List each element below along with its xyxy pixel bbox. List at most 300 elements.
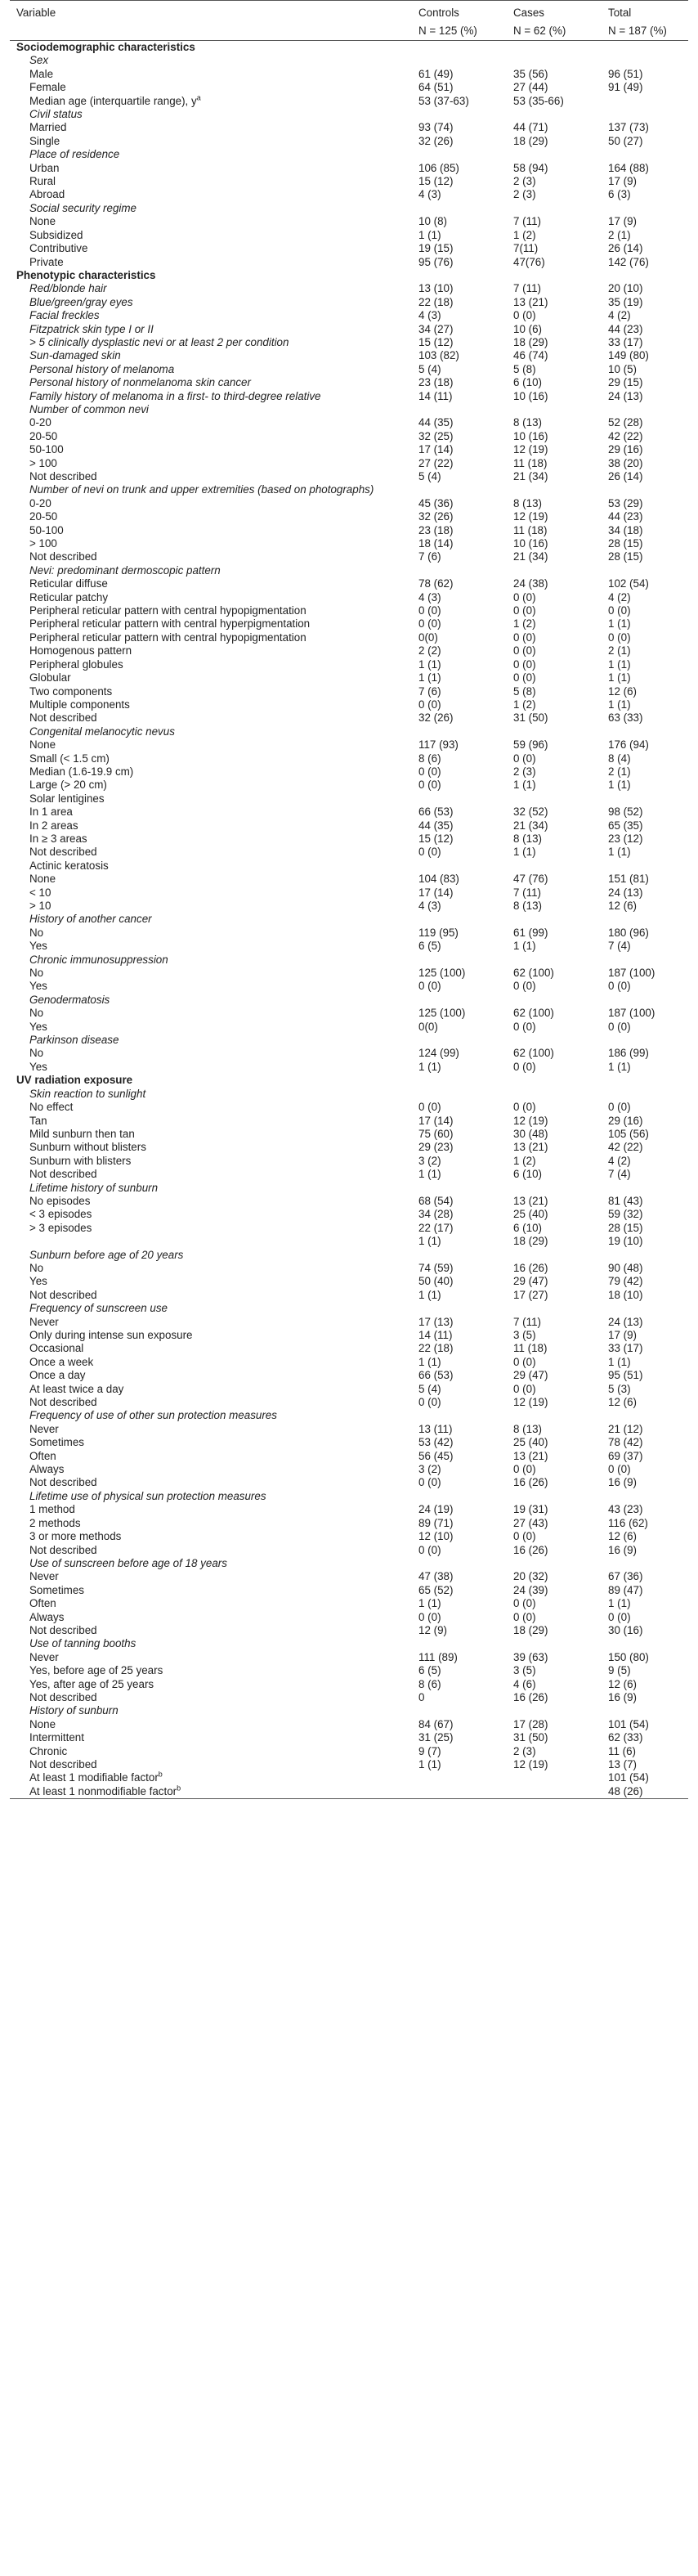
total-value — [602, 1704, 688, 1717]
controls-value — [412, 1249, 507, 1262]
total-value: 149 (80) — [608, 349, 649, 362]
controls-value: 1 (1) — [418, 1597, 441, 1610]
variable-label: Not described — [29, 470, 97, 482]
variable-label: Small (< 1.5 cm) — [29, 752, 110, 765]
controls-value: 15 (12) — [418, 175, 454, 188]
table-row — [10, 1356, 688, 1369]
total-value: 8 (4) — [608, 752, 631, 765]
controls-value — [412, 1704, 507, 1717]
cases-value: 29 (47) — [513, 1275, 548, 1288]
total-value: 59 (32) — [608, 1208, 643, 1221]
variable-label: 50-100 — [29, 523, 64, 536]
table-row — [10, 832, 688, 846]
table-row — [10, 752, 688, 765]
total-value: 164 (88) — [608, 161, 649, 174]
cases-value: 0 (0) — [513, 1463, 536, 1476]
total-value: 29 (15) — [608, 376, 643, 389]
table-row — [10, 886, 688, 900]
controls-value — [412, 1490, 507, 1503]
cases-value — [507, 1302, 602, 1315]
table-row — [10, 1021, 688, 1034]
table-row — [10, 765, 688, 779]
cases-value — [507, 1182, 602, 1195]
controls-value — [412, 913, 507, 926]
variable-label: None — [29, 873, 56, 886]
controls-value — [412, 725, 507, 738]
variable-label: Once a week — [29, 1355, 94, 1368]
table-row — [10, 792, 688, 806]
controls-value: 4 (3) — [418, 188, 441, 201]
cases-value: 59 (96) — [513, 738, 548, 752]
total-value: 11 (6) — [608, 1744, 636, 1757]
controls-value: 44 (35) — [418, 819, 454, 832]
total-value — [602, 1557, 688, 1570]
header-spacer — [10, 22, 412, 41]
variable-label: Skin reaction to sunlight — [29, 1087, 146, 1100]
controls-value: 104 (83) — [418, 873, 459, 886]
total-value: 24 (13) — [608, 389, 643, 402]
variable-label: Not described — [29, 1396, 97, 1409]
variable-label: < 10 — [29, 886, 51, 899]
total-value: 102 (54) — [608, 577, 649, 590]
cases-value: 0 (0) — [513, 1101, 536, 1114]
table-row — [10, 1316, 688, 1329]
table-row — [10, 711, 688, 725]
cases-value — [507, 859, 602, 873]
total-value: 16 (9) — [608, 1690, 637, 1703]
controls-value: 1 (1) — [418, 1355, 441, 1368]
controls-value: 13 (10) — [418, 282, 454, 295]
table-row — [10, 1771, 688, 1784]
variable-label: Peripheral reticular pattern with central hyperpigmentation — [29, 617, 311, 631]
controls-value: 0 (0) — [418, 1610, 441, 1623]
controls-value: 5 (4) — [418, 470, 441, 482]
cases-value: 17 (28) — [513, 1717, 548, 1730]
cases-value: 0 (0) — [513, 604, 536, 617]
table-row — [10, 229, 688, 242]
cases-value: 8 (13) — [513, 900, 542, 912]
total-value: 4 (2) — [608, 309, 631, 322]
controls-value: 1 (1) — [418, 657, 441, 671]
controls-value: 2 (2) — [418, 644, 441, 657]
variable-label: Reticular diffuse — [29, 577, 108, 590]
total-value: 12 (6) — [608, 684, 637, 698]
variable-label: Social security regime — [29, 201, 136, 214]
total-value: 26 (14) — [608, 242, 643, 255]
controls-value: 50 (40) — [418, 1275, 454, 1288]
header-row-labels — [10, 1, 688, 23]
controls-value: 78 (62) — [418, 577, 454, 590]
total-value: 35 (19) — [608, 295, 643, 308]
table-row — [10, 1557, 688, 1570]
cases-value: 8 (13) — [513, 496, 542, 509]
total-value: 4 (2) — [608, 1154, 631, 1167]
cases-value: 53 (35-66) — [513, 94, 564, 107]
cases-value — [507, 1704, 602, 1717]
variable-label: In ≥ 3 areas — [29, 832, 87, 845]
variable-label: Never — [29, 1650, 59, 1663]
total-value: 65 (35) — [608, 819, 643, 832]
total-value: 16 (9) — [608, 1543, 637, 1556]
table-row — [10, 1168, 688, 1181]
table-row — [10, 1115, 688, 1128]
table-row — [10, 1249, 688, 1262]
variable-label: 20-50 — [29, 429, 58, 442]
table-row — [10, 1584, 688, 1597]
variable-label: Number of common nevi — [29, 402, 149, 415]
cases-value — [507, 564, 602, 577]
controls-value: 8 (6) — [418, 752, 441, 765]
table-row — [10, 1383, 688, 1396]
total-value: 2 (1) — [608, 765, 631, 778]
total-value: 116 (62) — [608, 1516, 648, 1529]
controls-value — [412, 269, 507, 282]
table-row — [10, 202, 688, 215]
variable-label: 50-100 — [29, 443, 64, 456]
total-value: 24 (13) — [608, 886, 643, 899]
controls-value: 53 (42) — [418, 1436, 454, 1449]
variable-label: Lifetime history of sunburn — [29, 1181, 159, 1194]
cases-value: 19 (31) — [513, 1503, 548, 1516]
total-value: 7 (4) — [608, 1168, 631, 1181]
variable-label: 2 methods — [29, 1516, 81, 1529]
total-value: 17 (9) — [608, 1329, 637, 1341]
controls-value: 24 (19) — [418, 1503, 454, 1516]
table-row — [10, 416, 688, 429]
variable-label: Congenital melanocytic nevus — [29, 725, 175, 738]
controls-value: 19 (15) — [418, 242, 454, 255]
variable-label: Sometimes — [29, 1583, 84, 1596]
controls-value: 0 (0) — [418, 1101, 441, 1114]
total-value: 34 (18) — [608, 523, 643, 536]
variable-label: Not described — [29, 1288, 97, 1301]
cases-value: 7 (11) — [513, 215, 541, 228]
cases-value — [507, 1034, 602, 1047]
table-row — [10, 376, 688, 389]
cases-value: 61 (99) — [513, 926, 548, 939]
table-row — [10, 1007, 688, 1020]
variable-label: No effect — [29, 1101, 74, 1114]
total-value: 96 (51) — [608, 67, 643, 80]
table-row — [10, 1128, 688, 1141]
table-row — [10, 1061, 688, 1074]
total-value: 23 (12) — [608, 832, 643, 845]
controls-value: 29 (23) — [418, 1141, 454, 1154]
variable-label: > 5 clinically dysplastic nevi or at least 2 per condition — [29, 335, 289, 348]
cases-value: 32 (52) — [513, 806, 548, 819]
controls-value: 34 (28) — [418, 1208, 454, 1221]
controls-value: 8 (6) — [418, 1677, 441, 1690]
total-value — [602, 54, 688, 67]
controls-value: 32 (25) — [418, 429, 454, 442]
table-row — [10, 980, 688, 993]
variable-label: Genodermatosis — [29, 993, 110, 1006]
controls-value: 111 (89) — [418, 1650, 458, 1663]
table-row — [10, 617, 688, 631]
variable-label: Never — [29, 1422, 59, 1435]
cases-value: 3 (5) — [513, 1329, 536, 1341]
cases-value: 6 (10) — [513, 376, 542, 389]
table-row — [10, 1450, 688, 1463]
total-value: 48 (26) — [602, 1785, 688, 1799]
controls-value: 125 (100) — [418, 1007, 466, 1020]
cases-value: 17 (27) — [513, 1288, 548, 1301]
variable-label: Yes, after age of 25 years — [29, 1677, 154, 1690]
controls-value — [412, 1182, 507, 1195]
cases-value: 24 (38) — [513, 577, 548, 590]
controls-value — [412, 403, 507, 416]
controls-value: 0 (0) — [418, 698, 441, 711]
table-row — [10, 1182, 688, 1195]
table-row — [10, 900, 688, 913]
cases-value: 4 (6) — [513, 1677, 536, 1690]
variable-label: Two components — [29, 684, 113, 698]
controls-value: 4 (3) — [418, 590, 441, 604]
table-row — [10, 1678, 688, 1691]
controls-value: 106 (85) — [418, 161, 459, 174]
variable-label: Number of nevi on trunk and upper extremities (based on photographs) — [29, 483, 374, 496]
total-value: 12 (6) — [608, 900, 637, 912]
controls-value: 95 (76) — [418, 255, 454, 268]
controls-value: 0(0) — [418, 1020, 438, 1033]
controls-value: 117 (93) — [418, 738, 459, 752]
cases-value: 8 (13) — [513, 832, 542, 845]
variable-label: Frequency of use of other sun protection measures — [29, 1409, 277, 1422]
table-row — [10, 1490, 688, 1503]
section-row — [10, 1074, 688, 1087]
cases-value — [507, 954, 602, 967]
variable-label: Abroad — [29, 188, 65, 201]
cases-value — [507, 1409, 602, 1422]
total-value: 137 (73) — [608, 121, 649, 134]
total-value — [602, 148, 688, 161]
table-row — [10, 738, 688, 752]
section-title: Phenotypic characteristics — [16, 268, 156, 281]
controls-value: 1 (1) — [418, 1758, 441, 1770]
total-value: 52 (28) — [608, 416, 643, 429]
table-row — [10, 819, 688, 832]
variable-label: Personal history of nonmelanoma skin cancer — [29, 376, 251, 389]
cases-value: 8 (13) — [513, 1422, 542, 1435]
total-value: 42 (22) — [608, 429, 643, 442]
total-value — [602, 1409, 688, 1422]
total-value: 81 (43) — [608, 1194, 643, 1207]
variable-label: > 100 — [29, 537, 57, 550]
cases-value: 0 (0) — [513, 644, 536, 657]
total-value: 150 (80) — [608, 1650, 649, 1663]
controls-value — [412, 994, 507, 1007]
cases-value: 8 (13) — [513, 416, 542, 429]
controls-value: 47 (38) — [418, 1570, 454, 1583]
controls-value: 32 (26) — [418, 134, 454, 147]
table-row — [10, 497, 688, 510]
controls-value — [412, 1771, 507, 1784]
table-row — [10, 577, 688, 590]
cases-value: 47 (76) — [513, 873, 548, 886]
controls-value: 0(0) — [418, 631, 438, 644]
controls-value: 1 (1) — [418, 228, 441, 241]
controls-value: 1 (1) — [418, 671, 441, 684]
cases-value: 0 (0) — [513, 657, 536, 671]
controls-value — [412, 483, 507, 496]
controls-value: 5 (4) — [418, 362, 441, 375]
controls-value: 66 (53) — [418, 806, 454, 819]
total-value — [602, 202, 688, 215]
cases-value: 16 (26) — [513, 1690, 548, 1703]
table-row — [10, 309, 688, 322]
variable-label: At least 1 nonmodifiable factor$^b$ — [10, 1785, 412, 1799]
controls-value: 13 (11) — [418, 1422, 453, 1435]
cases-value: 31 (50) — [513, 711, 548, 725]
table-row — [10, 671, 688, 684]
cases-value: 0 (0) — [513, 1597, 536, 1610]
variable-label: Not described — [29, 1690, 97, 1703]
cases-value: 2 (3) — [513, 188, 536, 201]
controls-value: 1 (1) — [418, 1288, 441, 1301]
cases-value: 13 (21) — [513, 1194, 548, 1207]
table-row — [10, 363, 688, 376]
total-value: 180 (96) — [608, 926, 649, 939]
controls-value — [412, 108, 507, 121]
cases-value: 0 (0) — [513, 1060, 536, 1073]
cases-value: 10 (6) — [513, 322, 542, 335]
cases-value: 12 (19) — [513, 1396, 548, 1409]
table-row — [10, 470, 688, 483]
controls-value: 89 (71) — [418, 1516, 454, 1529]
table-row — [10, 846, 688, 859]
cases-value — [507, 54, 602, 67]
variable-label: No — [29, 1261, 44, 1274]
controls-value: 0 (0) — [418, 980, 441, 993]
total-value: 0 (0) — [608, 1610, 631, 1623]
section-row — [10, 41, 688, 55]
cases-value: 21 (34) — [513, 550, 548, 563]
variable-label: Sun-damaged skin — [29, 349, 121, 362]
cases-value — [507, 913, 602, 926]
variable-label: Not described — [29, 1623, 97, 1636]
variable-label: Yes — [29, 1060, 47, 1073]
table-row — [10, 215, 688, 228]
controls-value: 27 (22) — [418, 456, 454, 469]
variable-label: Chronic — [29, 1744, 68, 1757]
controls-value — [412, 41, 507, 55]
total-value: 19 (10) — [608, 1235, 643, 1248]
total-value — [602, 564, 688, 577]
controls-value — [412, 1088, 507, 1101]
footnote-marker: b — [177, 1784, 181, 1793]
variable-label: Female — [29, 81, 66, 94]
variable-label: Peripheral reticular pattern with central hypopigmentation — [29, 631, 306, 644]
controls-value: 17 (13) — [418, 1315, 454, 1328]
total-value: 186 (99) — [608, 1047, 649, 1060]
table-row — [10, 296, 688, 309]
cases-value: 13 (21) — [513, 1449, 548, 1462]
controls-value: 14 (11) — [418, 389, 453, 402]
cases-value — [507, 1637, 602, 1650]
table-row — [10, 430, 688, 443]
total-value: 105 (56) — [608, 1127, 649, 1140]
total-value: 9 (5) — [608, 1664, 631, 1677]
total-value: 13 (7) — [608, 1758, 637, 1770]
total-value — [602, 1182, 688, 1195]
total-value: 1 (1) — [608, 698, 631, 711]
variable-label: > 3 episodes — [29, 1221, 92, 1234]
variable-label: Sunburn without blisters — [29, 1141, 146, 1154]
cases-value: 1 (2) — [513, 1154, 536, 1167]
variable-label: Single — [29, 134, 60, 147]
cases-value — [507, 1490, 602, 1503]
table-row — [10, 1758, 688, 1771]
table-row — [10, 175, 688, 188]
controls-value: 3 (2) — [418, 1154, 441, 1167]
cases-value: 0 (0) — [513, 671, 536, 684]
total-value — [602, 1249, 688, 1262]
cases-value: 11 (18) — [513, 1342, 548, 1355]
table-row — [10, 336, 688, 349]
table-row — [10, 483, 688, 496]
controls-value: 1 (1) — [418, 1060, 441, 1073]
variable-label: No — [29, 967, 44, 980]
variable-label: Subsidized — [29, 228, 83, 241]
table-row — [10, 1704, 688, 1717]
table-row — [10, 349, 688, 362]
controls-value: 0 (0) — [418, 779, 441, 792]
total-value: 28 (15) — [608, 537, 643, 550]
col-controls-header: Controls — [412, 1, 507, 23]
total-value — [602, 725, 688, 738]
total-value — [602, 994, 688, 1007]
table-row — [10, 188, 688, 201]
total-value: 1 (1) — [608, 657, 631, 671]
variable-label: Urban — [29, 161, 60, 174]
total-value — [602, 913, 688, 926]
total-value: 0 (0) — [608, 1463, 631, 1476]
cases-value — [507, 483, 602, 496]
cases-value: 44 (71) — [513, 121, 548, 134]
table-row — [10, 1047, 688, 1060]
variable-label: Civil status — [29, 108, 83, 121]
controls-value: 6 (5) — [418, 940, 441, 953]
footnote-marker: a — [196, 94, 201, 102]
cases-value: 25 (40) — [513, 1436, 548, 1449]
table-row — [10, 1517, 688, 1530]
table-row — [10, 658, 688, 671]
variable-label: Yes — [29, 980, 47, 993]
table-row — [10, 135, 688, 148]
cases-value: 1 (2) — [513, 698, 536, 711]
variable-label: None — [29, 1717, 56, 1730]
controls-value: 0 (0) — [418, 765, 441, 778]
table-row — [10, 1785, 688, 1799]
cases-value: 0 (0) — [513, 1382, 536, 1395]
controls-value: 22 (18) — [418, 1342, 454, 1355]
table-row — [10, 1101, 688, 1114]
total-value — [602, 1034, 688, 1047]
table-row — [10, 591, 688, 604]
controls-value: 17 (14) — [418, 443, 454, 456]
cases-value: 6 (10) — [513, 1221, 542, 1234]
controls-value: 93 (74) — [418, 121, 454, 134]
table-row — [10, 162, 688, 175]
variable-label: Peripheral globules — [29, 657, 123, 671]
table-row — [10, 1731, 688, 1744]
controls-value: 44 (35) — [418, 416, 454, 429]
total-value: 21 (12) — [608, 1422, 643, 1435]
controls-value: 12 (10) — [418, 1530, 454, 1543]
cases-value: 46 (74) — [513, 349, 548, 362]
variable-label: Large (> 20 cm) — [29, 779, 107, 792]
controls-value: 0 (0) — [418, 1396, 441, 1409]
